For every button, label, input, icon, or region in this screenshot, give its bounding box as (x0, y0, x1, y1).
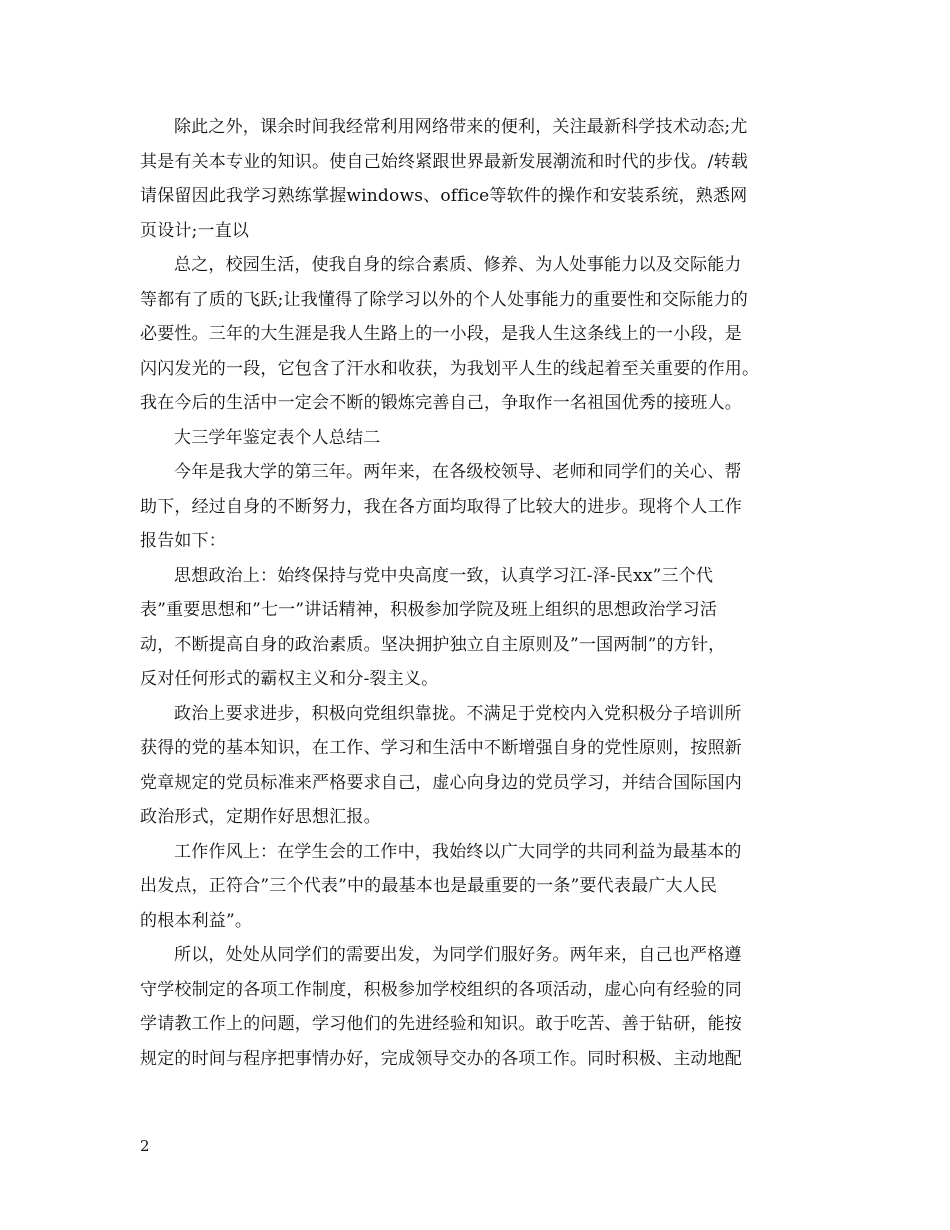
paragraph-line: 守学校制定的各项工作制度，积极参加学校组织的各项活动，虚心向有经验的同 (140, 979, 742, 1000)
paragraph-line: 报告如下： (140, 531, 226, 551)
paragraph-line: 思想政治上：始终保持与党中央高度一致，认真学习江-泽-民xx”三个代 (174, 565, 714, 586)
paragraph-line: 规定的时间与程序把事情办好，完成领导交办的各项工作。同时积极、主动地配 (140, 1048, 742, 1069)
section-heading (140, 421, 815, 456)
paragraph-line: 政治上要求进步，积极向党组织靠拢。不满足于党校内入党积极分子培训所 (174, 703, 742, 724)
paragraph-line: 助下，经过自身的不断努力，我在各方面均取得了比较大的进步。现将个人工作 (140, 496, 742, 517)
paragraph-line: 闪闪发光的一段，它包含了汗水和收获，为我划平人生的线起着至关重要的作用。 (140, 358, 760, 379)
paragraph-line: 等都有了质的飞跃;让我懂得了除学习以外的个人处事能力的重要性和交际能力的 (140, 289, 748, 310)
paragraph-line: 动，不断提高自身的政治素质。坚决拥护独立自主原则及”一国两制”的方针， (140, 634, 726, 655)
paragraph (140, 835, 815, 939)
paragraph-line: 必要性。三年的大生涯是我人生路上的一小段，是我人生这条线上的一小段，是 (140, 324, 742, 344)
paragraph-line: 所以，处处从同学们的需要出发，为同学们服好务。两年来，自己也严格遵 (174, 945, 742, 965)
paragraph-line: 出发点，正符合”三个代表”中的最基本也是最重要的一条”要代表最广大人民 (140, 876, 718, 896)
paragraph (140, 938, 815, 1076)
paragraph-line: 除此之外，课余时间我经常利用网络带来的便利，关注最新科学技术动态;尤 (174, 117, 748, 137)
paragraph (140, 110, 815, 248)
paragraph (140, 559, 815, 697)
paragraph-line: 的根本利益”。 (140, 910, 253, 931)
paragraph-line: 请保留因此我学习熟练掌握windows、office等软件的操作和安装系统，熟悉网 (140, 186, 748, 206)
paragraph (140, 697, 815, 835)
document-body (140, 110, 815, 1076)
paragraph-line: 今年是我大学的第三年。两年来，在各级校领导、老师和同学们的关心、帮 (174, 462, 742, 482)
paragraph-line: 政治形式，定期作好思想汇报。 (140, 807, 381, 827)
paragraph-line: 党章规定的党员标准来严格要求自己，虚心向身边的党员学习，并结合国际国内 (140, 772, 742, 793)
paragraph-line: 学请教工作上的问题，学习他们的先进经验和知识。敢于吃苦、善于钻研，能按 (140, 1014, 742, 1034)
page-number: 2 (140, 1137, 150, 1155)
paragraph-line: 其是有关本专业的知识。使自己始终紧跟世界最新发展潮流和时代的步伐。/转载 (140, 151, 748, 172)
paragraph (140, 248, 815, 421)
paragraph-line: 获得的党的基本知识，在工作、学习和生活中不断增强自身的党性原则，按照新 (140, 738, 742, 758)
heading-text: 大三学年鉴定表个人总结二 (174, 427, 381, 448)
paragraph-line: 工作作风上：在学生会的工作中，我始终以广大同学的共同利益为最基本的 (174, 841, 742, 862)
paragraph-line: 总之，校园生活，使我自身的综合素质、修养、为人处事能力以及交际能力 (174, 255, 742, 275)
paragraph-line: 页设计;一直以 (140, 220, 250, 241)
paragraph-line: 反对任何形式的霸权主义和分-裂主义。 (140, 669, 439, 689)
paragraph-line: 我在今后的生活中一定会不断的锻炼完善自己，争取作一名祖国优秀的接班人。 (140, 393, 742, 413)
paragraph-line: 表”重要思想和”七一”讲话精神，积极参加学院及班上组织的思想政治学习活 (140, 600, 718, 620)
paragraph (140, 455, 815, 559)
